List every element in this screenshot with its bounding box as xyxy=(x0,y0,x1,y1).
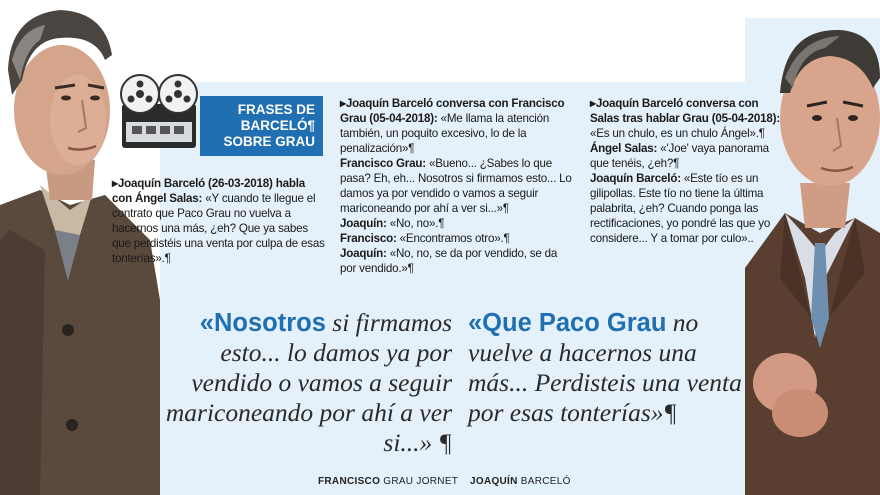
speaker-name: Francisco Grau: xyxy=(340,157,426,170)
photo-francisco-grau xyxy=(745,18,880,495)
dialogue-line xyxy=(340,156,575,216)
column-1-text: «Y cuando te llegue el contrato que Paco Grau no vuelva a hacernos una más, ¿eh? Que ya sabes que perdistéis una venta por culpa de esas tonterías».¶ xyxy=(112,192,325,265)
speaker-name: Joaquín: xyxy=(340,217,387,230)
speaker-name: Joaquín: xyxy=(340,247,387,260)
pull-quote-right xyxy=(468,308,750,428)
pull-quote-left-highlight: «Nosotros xyxy=(199,309,326,337)
pull-quote-left xyxy=(160,308,452,458)
transcript-column-1 xyxy=(112,176,327,266)
pull-quote-left-text: si firmamos esto... lo damos ya por vendido o vamos a seguir mariconeando por ahí a ver si...» ¶ xyxy=(165,308,452,457)
pull-quote-right-highlight: «Que Paco Grau xyxy=(468,309,667,337)
column-3-lead: ▸ Joaquín Barceló conversa con Salas tras hablar Grau (05-04-2018): xyxy=(590,97,780,125)
photo-credit-left xyxy=(318,476,458,487)
column-2-lead: ▸ Joaquín Barceló conversa con Francisco Grau (05-04-2018): xyxy=(340,97,564,125)
pull-quote-right-text: no vuelve a hacernos una más... Perdisteis una venta por esas tonterías»¶ xyxy=(468,308,742,427)
dialogue-line xyxy=(340,216,575,231)
transcript-column-3 xyxy=(590,96,790,246)
transcript-column-2 xyxy=(340,96,575,276)
column-1-lead: ▸ Joaquín Barceló (26-03-2018) habla con Ángel Salas: xyxy=(112,177,305,205)
dialogue-text: «Encontramos otro».¶ xyxy=(396,232,510,245)
dialogue-text: «Bueno... ¿Sabes lo que pasa? Eh, eh... Nosotros si firmamos esto... Lo damos ya por vendido o vamos a seguir mariconeando por ahí a ver si...»¶ xyxy=(340,157,572,215)
credit-left-rest: GRAU JORNET xyxy=(380,476,459,487)
dialogue-line xyxy=(340,246,575,276)
dialogue-line xyxy=(340,231,575,246)
photo-credit-right xyxy=(470,476,571,487)
credit-right-first: JOAQUÍN xyxy=(470,476,518,487)
header-line-2: BARCELÓ¶ xyxy=(240,118,315,133)
speaker-name: Ángel Salas: xyxy=(590,142,658,155)
dialogue-line xyxy=(590,171,790,246)
speaker-name: Francisco: xyxy=(340,232,397,245)
tape-recorder-icon xyxy=(118,72,200,152)
dialogue-text: «No, no, se da por vendido, se da por vendido.»¶ xyxy=(340,247,558,275)
section-header xyxy=(200,96,323,156)
dialogue-text: «'Joe' vaya panorama que tenéis, ¿eh?¶ xyxy=(590,142,769,170)
credit-left-first: FRANCISCO xyxy=(318,476,381,487)
dialogue-text: «No, no».¶ xyxy=(386,217,445,230)
dialogue-text: «Este tío es un gilipollas. Este tío no tiene la última palabrita, ¿eh? Cuando ponga las rectificaciones, yo pondré las que yo considere... Y a tomar por culo».. xyxy=(590,172,771,245)
header-line-3: SOBRE GRAU xyxy=(223,134,315,149)
column-3-intro: «Es un chulo, es un chulo Ángel».¶ xyxy=(590,127,765,140)
speaker-name: Joaquín Barceló: xyxy=(590,172,681,185)
header-line-1: FRASES DE xyxy=(237,102,315,117)
credit-right-rest: BARCELÓ xyxy=(517,476,571,487)
dialogue-line xyxy=(590,141,790,171)
column-2-intro: «Me llama la atención también, un poquito excesivo, lo de la penalización»¶ xyxy=(340,112,550,155)
